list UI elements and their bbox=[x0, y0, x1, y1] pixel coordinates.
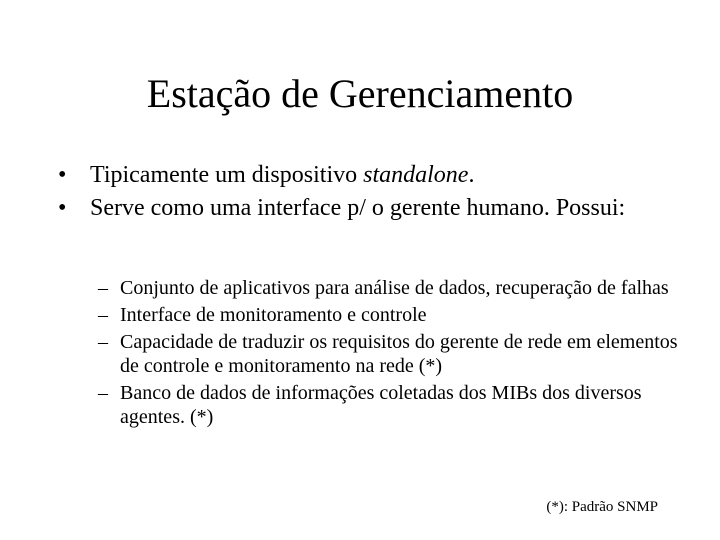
bullet-text: Tipicamente um dispositivo bbox=[90, 162, 364, 188]
sub-bullet-text: Banco de dados de informações coletadas dos MIBs dos diversos agentes. (*) bbox=[120, 382, 642, 428]
sub-bullet-item bbox=[98, 303, 678, 327]
bullet-list bbox=[58, 160, 698, 226]
sub-bullet-item bbox=[98, 276, 678, 300]
slide-title: Estação de Gerenciamento bbox=[146, 71, 574, 116]
bullet-text: Serve como uma interface p/ o gerente humano. Possui: bbox=[90, 195, 626, 221]
sub-bullet-list bbox=[98, 276, 678, 432]
footnote: (*): Padrão SNMP bbox=[546, 499, 658, 515]
sub-bullet-text: Conjunto de aplicativos para análise de dados, recuperação de falhas bbox=[120, 277, 669, 299]
bullet-item bbox=[58, 160, 698, 190]
sub-bullet-text: Capacidade de traduzir os requisitos do gerente de rede em elementos de controle e monitoramento na rede (*) bbox=[120, 331, 678, 377]
bullet-marker: • bbox=[58, 195, 67, 221]
bullet-item bbox=[58, 193, 698, 223]
sub-bullet-text: Interface de monitoramento e controle bbox=[120, 304, 427, 326]
bullet-text-italic: standalone bbox=[363, 162, 469, 188]
sub-bullet-marker: – bbox=[98, 382, 108, 404]
sub-bullet-marker: – bbox=[98, 331, 108, 353]
bullet-text-end: . bbox=[468, 162, 475, 188]
sub-bullet-marker: – bbox=[98, 277, 108, 299]
sub-bullet-marker: – bbox=[98, 304, 108, 326]
bullet-marker: • bbox=[58, 162, 67, 188]
sub-bullet-item bbox=[98, 381, 678, 429]
sub-bullet-item bbox=[98, 330, 678, 378]
